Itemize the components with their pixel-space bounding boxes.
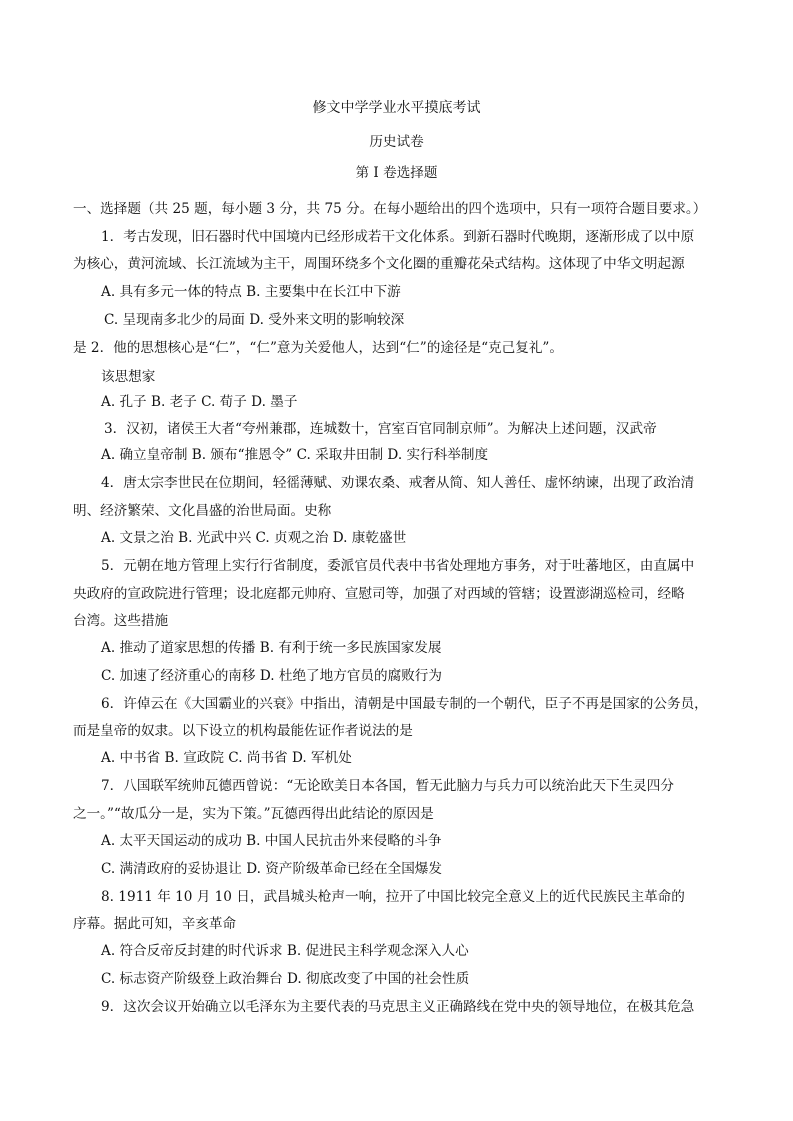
school-title: 修文中学学业水平摸底考试 (312, 100, 481, 116)
q7-options-ab: A. 太平天国运动的成功 B. 中国人民抗击外来侵略的斗争 (101, 833, 442, 849)
q2-options: A. 孔子 B. 老子 C. 荀子 D. 墨子 (101, 394, 298, 410)
q8-options-ab: A. 符合反帝反封建的时代诉求 B. 促进民主科学观念深入人心 (101, 943, 469, 959)
q6-stem-line1: 6．许倬云在《大国霸业的兴衰》中指出，清朝是中国最专制的一个朝代，臣子不再是国家的公务员， (101, 696, 708, 712)
q7-stem-line1: 7．八国联军统帅瓦德西曾说：“无论欧美日本各国，暂无此脑力与兵力可以统治此天下生灵四分 (101, 778, 674, 794)
q1-options-ab: A. 具有多元一体的特点 B. 主要集中在长江中下游 (101, 284, 401, 300)
q4-options: A. 文景之治 B. 光武中兴 C. 贞观之治 D. 康乾盛世 (101, 530, 407, 546)
q8-stem-line1: 8. 1911 年 10 月 10 日，武昌城头枪声一响，拉开了中国比较完全意义上的近代民族民主革命的 (101, 889, 685, 905)
section-instruction: 一、选择题（共 25 题，每小题 3 分，共 75 分。在每小题给出的四个选项中，只有一项符合题目要求。） (73, 201, 707, 217)
q9-stem-line1: 9．这次会议开始确立以毛泽东为主要代表的马克思主义正确路线在党中央的领导地位，在极其危急 (101, 999, 695, 1015)
q5-options-cd: C. 加速了经济重心的南移 D. 杜绝了地方官员的腐败行为 (101, 668, 442, 684)
q1-options-cd: C. 呈现南多北少的局面 D. 受外来文明的影响较深 (104, 312, 405, 328)
q8-stem-line2: 序幕。据此可知，辛亥革命 (73, 916, 237, 932)
q3-options: A. 确立皇帝制 B. 颁布“推恩令” C. 采取井田制 D. 实行科举制度 (101, 447, 489, 463)
q5-stem-line1: 5．元朝在地方管理上实行行省制度，委派官员代表中书省处理地方事务，对于吐蕃地区，由直属中 (101, 558, 695, 574)
volume-title: 第 I 卷选择题 (355, 165, 438, 181)
q5-options-ab: A. 推动了道家思想的传播 B. 有利于统一多民族国家发展 (101, 640, 442, 656)
q3-stem: 3．汉初，诸侯王大者“夸州兼郡，连城数十，宫室百官同制京师”。为解决上述问题，汉武帝 (104, 421, 657, 437)
q7-stem-line2: 之一。”“故瓜分一是，实为下策。”瓦德西得出此结论的原因是 (73, 806, 434, 822)
q5-stem-line3: 台湾。这些措施 (73, 613, 169, 629)
q6-stem-line2: 而是皇帝的奴隶。以下设立的机构最能佐证作者说法的是 (73, 723, 413, 739)
q4-stem-line2: 明、经济繁荣、文化昌盛的治世局面。史称 (73, 503, 332, 519)
q5-stem-line2: 央政府的宣政院进行管理；设北庭都元帅府、宣慰司等，加强了对西域的管辖；设置澎湖巡检司，经略 (73, 586, 685, 602)
q7-options-cd: C. 满清政府的妥协退让 D. 资产阶级革命已经在全国爆发 (101, 861, 442, 877)
q1-stem-line1: 1．考古发现，旧石器时代中国境内已经形成若干文化体系。到新石器时代晚期，逐渐形成了以中原 (101, 229, 695, 245)
q4-stem-line1: 4．唐太宗李世民在位期间，轻徭薄赋、劝课农桑、戒奢从简、知人善任、虚怀纳谏，出现了政治清 (101, 475, 695, 491)
subject-title: 历史试卷 (369, 134, 424, 150)
q2-stem-line1: 是 2．他的思想核心是“仁”，“仁”意为关爱他人，达到“仁”的途径是“克己复礼”。 (73, 340, 563, 356)
q8-options-cd: C. 标志资产阶级登上政治舞台 D. 彻底改变了中国的社会性质 (101, 971, 470, 987)
q2-stem-line2: 该思想家 (101, 369, 156, 385)
q6-options: A. 中书省 B. 宣政院 C. 尚书省 D. 军机处 (101, 750, 352, 766)
q1-stem-line2: 为核心，黄河流域、长江流域为主干，周围环绕多个文化圈的重瓣花朵式结构。这体现了中华文明起源 (73, 256, 685, 272)
